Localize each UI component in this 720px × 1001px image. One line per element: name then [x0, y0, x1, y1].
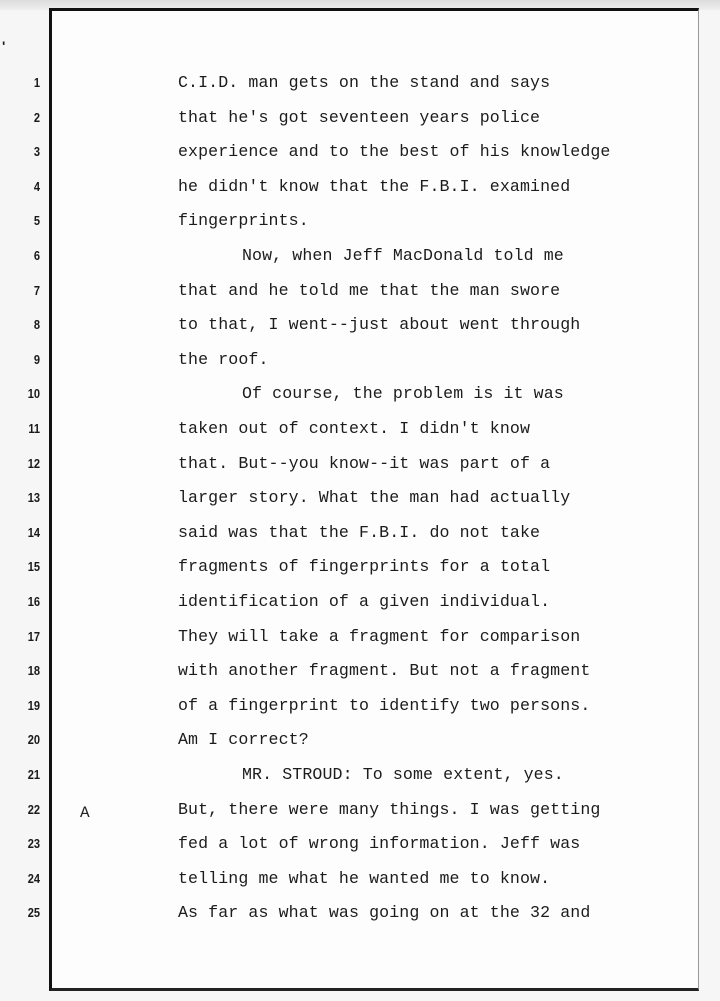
transcript-line: said was that the F.B.I. do not take	[178, 522, 541, 542]
line-number: 15	[27, 559, 40, 575]
margin-tick-mark: '	[2, 38, 6, 54]
line-number: 19	[27, 697, 40, 713]
transcript-line: that. But--you know--it was part of a	[178, 453, 551, 473]
line-number: 25	[27, 905, 40, 921]
transcript-line: taken out of context. I didn't know	[178, 419, 531, 438]
line-number: 16	[27, 594, 40, 609]
line-number: 1	[33, 75, 40, 90]
transcript-line: larger story. What the man had actually	[178, 488, 571, 508]
transcript-line: Now, when Jeff MacDonald told me	[242, 246, 564, 265]
transcript-line: As far as what was going on at the 32 and	[178, 903, 591, 923]
transcript-line: But, there were many things. I was getting	[178, 799, 601, 819]
line-number: 12	[27, 455, 40, 471]
transcript-line: Of course, the problem is it was	[242, 384, 564, 404]
line-number: 3	[33, 144, 40, 160]
transcript-line: that he's got seventeen years police	[178, 107, 541, 127]
transcript-line: MR. STROUD: To some extent, yes.	[242, 765, 564, 784]
transcript-line: the roof.	[178, 349, 269, 369]
transcript-line: of a fingerprint to identify two persons.	[178, 695, 591, 715]
line-number: 21	[27, 767, 40, 782]
line-number: 11	[28, 421, 40, 436]
line-number: 18	[27, 663, 40, 679]
line-number: 4	[33, 178, 40, 194]
line-number: 20	[27, 732, 40, 748]
transcript-line: fingerprints.	[178, 211, 309, 231]
line-number: 8	[33, 317, 40, 333]
transcript-line: to that, I went--just about went through	[178, 315, 581, 335]
transcript-line: he didn't know that the F.B.I. examined	[178, 176, 571, 196]
line-number: 5	[33, 213, 40, 229]
line-number: 7	[33, 282, 40, 298]
line-number: 23	[27, 836, 40, 852]
line-number: 10	[27, 386, 40, 402]
transcript-line: telling me what he wanted me to know.	[178, 868, 551, 888]
line-number: 17	[27, 628, 40, 644]
line-number: 24	[27, 870, 40, 886]
answer-margin-mark: A	[80, 803, 90, 822]
line-number: 22	[27, 801, 40, 817]
transcript-line: that and he told me that the man swore	[178, 280, 561, 300]
transcript-line: experience and to the best of his knowledge	[178, 142, 611, 162]
transcript-line: identification of a given individual.	[178, 592, 551, 611]
line-number: 2	[33, 109, 40, 125]
transcript-line: Am I correct?	[178, 730, 309, 750]
transcript-line: with another fragment. But not a fragment	[178, 661, 591, 681]
transcript-line: C.I.D. man gets on the stand and says	[178, 73, 551, 92]
line-number: 13	[27, 490, 40, 506]
transcript-line: They will take a fragment for comparison	[178, 626, 581, 646]
transcript-line: fed a lot of wrong information. Jeff was	[178, 834, 581, 854]
line-number: 9	[33, 351, 40, 367]
line-number: 6	[33, 248, 40, 263]
line-number: 14	[27, 524, 40, 540]
transcript-line: fragments of fingerprints for a total	[178, 557, 551, 577]
